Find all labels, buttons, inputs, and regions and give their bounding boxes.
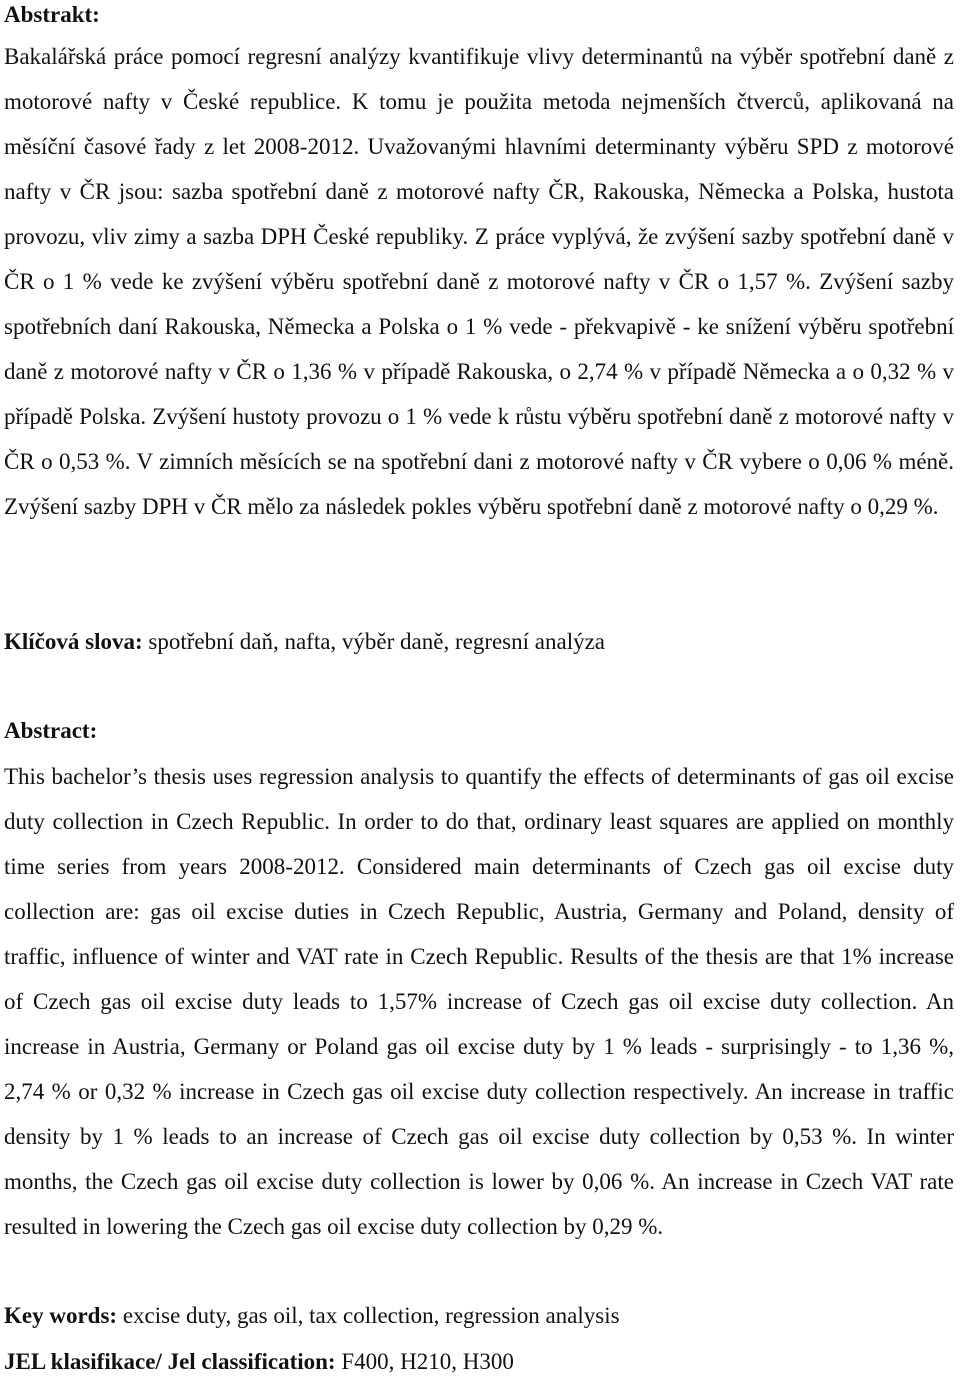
key-words-line — [4, 1296, 620, 1336]
jel-classification-value: F400, H210, H300 — [335, 1349, 514, 1374]
abstrakt-heading: Abstrakt: — [4, 2, 100, 27]
jel-classification-line — [4, 1342, 514, 1382]
abstract-paragraph: This bachelor’s thesis uses regression analysis to quantify the effects of determinants of gas oil excise duty collection in Czech Republic. In order to do that, ordinary least squares are applied on monthly time series from years 2008-2012. Considered main determinants of Czech gas oil excise duty collection are: gas oil excise duties in Czech Republic, Austria, Germany and Poland, density of traffic, influence of winter and VAT rate in Czech Republic. Results of the thesis are that 1% increase of Czech gas oil excise duty leads to 1,57% increase of Czech gas oil excise duty collection. An increase in Austria, Germany or Poland gas oil excise duty by 1 % leads - surprisingly - to 1,36 %, 2,74 % or 0,32 % increase in Czech gas oil excise duty collection respectively. An increase in traffic density by 1 % leads to an increase of Czech gas oil excise duty collection by 0,53 %. In winter months, the Czech gas oil excise duty collection is lower by 0,06 %. An increase in Czech VAT rate resulted in lowering the Czech gas oil excise duty collection by 0,29 %. — [4, 764, 954, 1239]
key-words-value: excise duty, gas oil, tax collection, regression analysis — [117, 1303, 620, 1328]
klicova-slova-value: spotřební daň, nafta, výběr daně, regresní analýza — [142, 629, 605, 654]
abstrakt-paragraph: Bakalářská práce pomocí regresní analýzy kvantifikuje vlivy determinantů na výběr spotřební daně z motorové nafty v České republice. K tomu je použita metoda nejmenších čtverců, aplikovaná na měsíční časové řady z let 2008-2012. Uvažovanými hlavními determinanty výběru SPD z motorové nafty v ČR jsou: sazba spotřební daně z motorové nafty ČR, Rakouska, Německa a Polska, hustota provozu, vliv zimy a sazba DPH České republiky. Z práce vyplývá, že zvýšení sazby spotřební daně v ČR o 1 % vede ke zvýšení výběru spotřební daně z motorové nafty v ČR o 1,57 %. Zvýšení sazby spotřebních daní Rakouska, Německa a Polska o 1 % vede - překvapivě - ke snížení výběru spotřební daně z motorové nafty v ČR o 1,36 % v případě Rakouska, o 2,74 % v případě Německa a o 0,32 % v případě Polska. Zvýšení hustoty provozu o 1 % vede k růstu výběru spotřební daně z motorové nafty v ČR o 0,53 %. V zimních měsících se na spotřební dani z motorové nafty v ČR vybere o 0,06 % méně. Zvýšení sazby DPH v ČR mělo za následek pokles výběru spotřební daně z motorové nafty o 0,29 %. — [4, 44, 954, 519]
klicova-slova-line — [4, 622, 605, 662]
key-words-label: Key words: — [4, 1303, 118, 1328]
jel-classification-label: JEL klasifikace/ Jel classification: — [4, 1349, 336, 1374]
abstract-heading: Abstract: — [4, 718, 98, 743]
klicova-slova-label: Klíčová slova: — [4, 629, 143, 654]
